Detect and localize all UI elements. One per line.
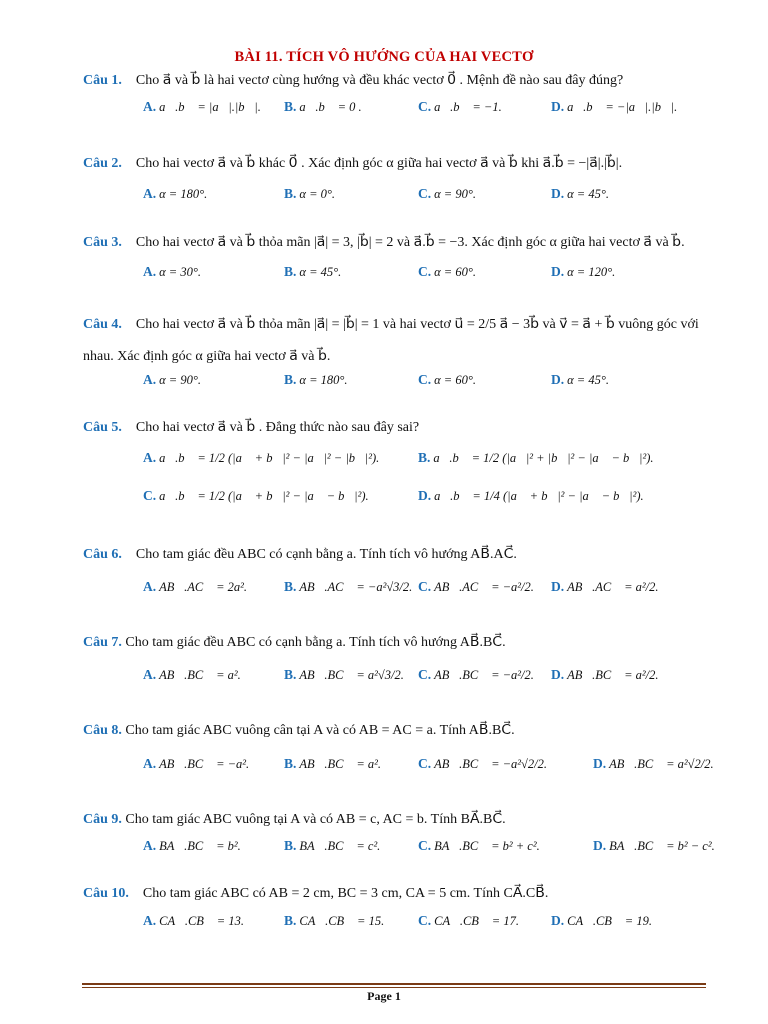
option-label: D. bbox=[551, 186, 565, 201]
question-text: Cho tam giác đều ABC có cạnh bằng a. Tính tích vô hướng AB⃗.AC⃗. bbox=[135, 547, 517, 562]
question-text: Cho tam giác ABC vuông cân tại A và có AB = AC = a. Tính AB⃗.BC⃗. bbox=[125, 723, 515, 738]
option-a[interactable] bbox=[143, 667, 241, 683]
option-label: B. bbox=[418, 450, 431, 465]
option-a[interactable] bbox=[143, 756, 249, 772]
option-text: a⃗.b⃗ = 1/4 (|a⃗ + b⃗|² − |a⃗ − b⃗|²). bbox=[434, 489, 644, 503]
option-text: AB⃗.BC⃗ = a²/2. bbox=[567, 668, 659, 682]
option-text: CA⃗.CB⃗ = 17. bbox=[434, 914, 519, 928]
option-label: D. bbox=[551, 579, 565, 594]
option-text: AB⃗.BC⃗ = a². bbox=[299, 757, 382, 771]
question-8 bbox=[83, 722, 515, 739]
option-b[interactable] bbox=[284, 838, 380, 854]
option-text: α = 60°. bbox=[434, 373, 476, 387]
option-label: A. bbox=[143, 99, 157, 114]
option-text: α = 45°. bbox=[299, 265, 342, 279]
option-label: C. bbox=[143, 488, 157, 503]
option-text: α = 90°. bbox=[159, 373, 201, 387]
question-7 bbox=[83, 634, 506, 651]
question-text: Cho hai vectơ a⃗ và b⃗ thỏa mãn |a⃗| = 3, |b⃗| = 2 và a⃗.b⃗ = −3. Xác định góc α giữa hai vectơ a⃗ và b⃗. bbox=[135, 235, 685, 250]
option-label: A. bbox=[143, 756, 157, 771]
option-label: D. bbox=[551, 99, 565, 114]
question-10 bbox=[83, 885, 548, 902]
option-c[interactable] bbox=[418, 579, 534, 595]
option-text: CA⃗.CB⃗ = 19. bbox=[567, 914, 652, 928]
option-text: α = 120°. bbox=[567, 265, 616, 279]
question-1 bbox=[83, 72, 623, 89]
option-text: a⃗.b⃗ = 0 . bbox=[299, 100, 362, 114]
option-label: D. bbox=[418, 488, 432, 503]
option-text: α = 0°. bbox=[299, 187, 336, 201]
option-a[interactable] bbox=[143, 264, 201, 280]
option-b[interactable] bbox=[284, 264, 341, 280]
option-text: BA⃗.BC⃗ = c². bbox=[299, 839, 381, 853]
question-text: Cho tam giác ABC vuông tại A và có AB = c, AC = b. Tính BA⃗.BC⃗. bbox=[125, 812, 506, 827]
option-label: D. bbox=[593, 756, 607, 771]
option-label: B. bbox=[284, 756, 297, 771]
option-d[interactable] bbox=[551, 99, 677, 115]
option-text: BA⃗.BC⃗ = b². bbox=[159, 839, 241, 853]
question-6 bbox=[83, 546, 517, 563]
option-d[interactable] bbox=[551, 264, 615, 280]
option-text: α = 45°. bbox=[567, 373, 609, 387]
option-text: a⃗.b⃗ = 1/2 (|a⃗ + b⃗|² − |a⃗ − b⃗|²). bbox=[159, 489, 369, 503]
option-a[interactable] bbox=[143, 838, 241, 854]
option-d[interactable] bbox=[551, 579, 658, 595]
option-b[interactable] bbox=[284, 667, 404, 683]
option-a[interactable] bbox=[143, 99, 261, 115]
option-d[interactable] bbox=[551, 372, 609, 388]
option-label: A. bbox=[143, 264, 157, 279]
option-label: A. bbox=[143, 579, 157, 594]
option-b[interactable] bbox=[284, 99, 362, 115]
question-text: Cho tam giác đều ABC có cạnh bằng a. Tính tích vô hướng AB⃗.BC⃗. bbox=[125, 635, 506, 650]
option-label: B. bbox=[284, 186, 297, 201]
option-label: D. bbox=[593, 838, 607, 853]
question-5 bbox=[83, 419, 419, 436]
question-3 bbox=[83, 234, 685, 251]
option-text: CA⃗.CB⃗ = 15. bbox=[299, 914, 385, 928]
option-label: B. bbox=[284, 913, 297, 928]
option-c[interactable] bbox=[418, 99, 502, 115]
question-text: Cho tam giác ABC có AB = 2 cm, BC = 3 cm, CA = 5 cm. Tính CA⃗.CB⃗. bbox=[142, 886, 549, 901]
option-text: a⃗.b⃗ = −1. bbox=[434, 100, 502, 114]
option-d[interactable] bbox=[593, 756, 714, 772]
option-d[interactable] bbox=[418, 488, 644, 504]
option-label: C. bbox=[418, 99, 432, 114]
option-a[interactable] bbox=[143, 579, 247, 595]
page-number: Page 1 bbox=[367, 989, 401, 1003]
option-text: α = 60°. bbox=[434, 265, 476, 279]
option-label: C. bbox=[418, 838, 432, 853]
option-text: AB⃗.BC⃗ = a²√2/2. bbox=[609, 757, 714, 771]
question-4-continuation: nhau. Xác định góc α giữa hai vectơ a⃗ và b⃗. bbox=[83, 349, 331, 364]
question-text: Cho hai vectơ a⃗ và b⃗ thỏa mãn |a⃗| = |b⃗| = 1 và hai vectơ u⃗ = 2/5 a⃗ − 3b⃗ và v⃗ = a⃗ + b⃗ vuông góc với bbox=[135, 317, 699, 332]
option-text: AB⃗.AC⃗ = −a²/2. bbox=[434, 580, 534, 594]
option-c[interactable] bbox=[418, 372, 476, 388]
option-c[interactable] bbox=[418, 838, 540, 854]
option-text: α = 180°. bbox=[159, 187, 208, 201]
option-label: A. bbox=[143, 913, 157, 928]
option-text: AB⃗.AC⃗ = a²/2. bbox=[567, 580, 659, 594]
option-d[interactable] bbox=[593, 838, 715, 854]
question-text: Cho hai vectơ a⃗ và b⃗ . Đẳng thức nào sau đây sai? bbox=[135, 420, 420, 435]
option-label: D. bbox=[551, 264, 565, 279]
footer-rule bbox=[82, 983, 706, 985]
option-label: C. bbox=[418, 667, 432, 682]
option-text: α = 45°. bbox=[567, 187, 609, 201]
option-c[interactable] bbox=[418, 667, 534, 683]
option-label: C. bbox=[418, 756, 432, 771]
option-label: B. bbox=[284, 372, 297, 387]
option-label: D. bbox=[551, 913, 565, 928]
option-text: a⃗.b⃗ = 1/2 (|a⃗ + b⃗|² − |a⃗|² − |b⃗|²). bbox=[159, 451, 380, 465]
option-d[interactable] bbox=[551, 667, 658, 683]
question-number: Câu 7. bbox=[83, 635, 122, 650]
option-d[interactable] bbox=[551, 186, 609, 202]
option-label: A. bbox=[143, 186, 157, 201]
question-number: Câu 5. bbox=[83, 420, 122, 435]
option-text: AB⃗.BC⃗ = a²√3/2. bbox=[299, 668, 404, 682]
option-label: C. bbox=[418, 264, 432, 279]
option-b[interactable] bbox=[418, 450, 654, 466]
option-text: AB⃗.BC⃗ = −a². bbox=[159, 757, 250, 771]
question-number: Câu 4. bbox=[83, 317, 122, 332]
question-number: Câu 3. bbox=[83, 235, 122, 250]
question-text: Cho a⃗ và b⃗ là hai vectơ cùng hướng và đều khác vectơ 0⃗ . Mệnh đề nào sau đây đúng? bbox=[135, 73, 624, 88]
option-label: A. bbox=[143, 838, 157, 853]
option-text: α = 30°. bbox=[159, 265, 201, 279]
option-text: a⃗.b⃗ = |a⃗|.|b⃗|. bbox=[159, 100, 261, 114]
question-number: Câu 8. bbox=[83, 723, 122, 738]
option-text: AB⃗.AC⃗ = −a²√3/2. bbox=[299, 580, 413, 594]
option-b[interactable] bbox=[284, 756, 381, 772]
option-b[interactable] bbox=[284, 579, 412, 595]
option-c[interactable] bbox=[418, 264, 476, 280]
option-c[interactable] bbox=[418, 186, 476, 202]
option-a[interactable] bbox=[143, 186, 207, 202]
option-a[interactable] bbox=[143, 913, 244, 929]
option-text: AB⃗.BC⃗ = a². bbox=[159, 668, 241, 682]
question-number: Câu 10. bbox=[83, 886, 129, 901]
option-text: AB⃗.BC⃗ = −a²/2. bbox=[434, 668, 534, 682]
question-9 bbox=[83, 811, 506, 828]
option-c[interactable] bbox=[418, 913, 519, 929]
question-number: Câu 2. bbox=[83, 156, 122, 171]
option-text: BA⃗.BC⃗ = b² + c². bbox=[434, 839, 540, 853]
option-label: C. bbox=[418, 186, 432, 201]
option-a[interactable] bbox=[143, 372, 201, 388]
option-text: CA⃗.CB⃗ = 13. bbox=[159, 914, 244, 928]
option-text: a⃗.b⃗ = 1/2 (|a⃗|² + |b⃗|² − |a⃗ − b⃗|²). bbox=[433, 451, 654, 465]
option-label: B. bbox=[284, 99, 297, 114]
question-number: Câu 9. bbox=[83, 812, 122, 827]
option-label: B. bbox=[284, 579, 297, 594]
option-label: B. bbox=[284, 838, 297, 853]
option-label: C. bbox=[418, 913, 432, 928]
page-title: BÀI 11. TÍCH VÔ HƯỚNG CỦA HAI VECTƠ bbox=[234, 49, 534, 65]
option-b[interactable] bbox=[284, 186, 335, 202]
question-text: Cho hai vectơ a⃗ và b⃗ khác 0⃗ . Xác định góc α giữa hai vectơ a⃗ và b⃗ khi a⃗.b⃗ = −|a⃗|.|b⃗|. bbox=[135, 156, 623, 171]
footer-rule-thin bbox=[82, 987, 706, 988]
option-text: AB⃗.AC⃗ = 2a². bbox=[159, 580, 247, 594]
option-label: B. bbox=[284, 264, 297, 279]
question-number: Câu 1. bbox=[83, 73, 122, 88]
question-number: Câu 6. bbox=[83, 547, 122, 562]
option-label: B. bbox=[284, 667, 297, 682]
option-label: A. bbox=[143, 450, 157, 465]
option-text: BA⃗.BC⃗ = b² − c². bbox=[609, 839, 715, 853]
option-b[interactable] bbox=[284, 913, 384, 929]
option-text: AB⃗.BC⃗ = −a²√2/2. bbox=[434, 757, 548, 771]
option-label: A. bbox=[143, 667, 157, 682]
option-text: a⃗.b⃗ = −|a⃗|.|b⃗|. bbox=[567, 100, 678, 114]
question-4 bbox=[83, 316, 699, 333]
option-label: D. bbox=[551, 372, 565, 387]
option-a[interactable] bbox=[143, 450, 379, 466]
option-d[interactable] bbox=[551, 913, 652, 929]
option-label: C. bbox=[418, 579, 432, 594]
option-text: α = 180°. bbox=[299, 373, 348, 387]
option-b[interactable] bbox=[284, 372, 348, 388]
option-label: C. bbox=[418, 372, 432, 387]
option-label: D. bbox=[551, 667, 565, 682]
option-c[interactable] bbox=[418, 756, 547, 772]
option-c[interactable] bbox=[143, 488, 369, 504]
option-label: A. bbox=[143, 372, 157, 387]
option-text: α = 90°. bbox=[434, 187, 476, 201]
question-2 bbox=[83, 155, 622, 172]
